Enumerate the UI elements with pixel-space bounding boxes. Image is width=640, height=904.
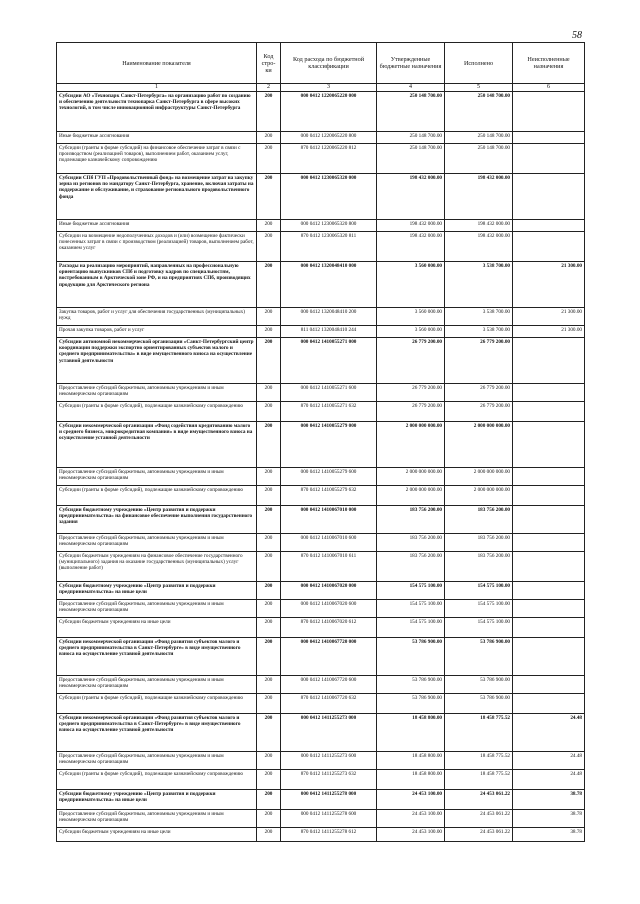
row-line-code: 200: [257, 422, 281, 468]
row-unexecuted: [513, 600, 585, 618]
row-budget-code: 000 0412 1230065320 800: [281, 220, 377, 232]
row-name: Предоставление субсидий бюджетным, автономным учреждениям и иным некоммерческим организациям: [57, 810, 257, 828]
row-approved: 183 756 200.00: [377, 506, 445, 534]
row-executed: 198 432 000.00: [445, 174, 513, 220]
row-approved: 26 779 200.00: [377, 384, 445, 402]
row-approved: 250 148 700.00: [377, 132, 445, 144]
row-name: Субсидии бюджетным учреждениям на иные цели: [57, 618, 257, 638]
row-name: Предоставление субсидий бюджетным, автономным учреждениям и иным некоммерческим организациям: [57, 468, 257, 486]
row-unexecuted: [513, 638, 585, 676]
row-approved: 250 148 700.00: [377, 144, 445, 174]
row-unexecuted: [513, 92, 585, 132]
row-line-code: 200: [257, 582, 281, 600]
row-line-code: 200: [257, 92, 281, 132]
row-unexecuted: [513, 402, 585, 422]
header-name: Наименование показателя: [57, 43, 257, 84]
row-line-code: 200: [257, 552, 281, 582]
row-line-code: 200: [257, 534, 281, 552]
row-name: Прочая закупка товаров, работ и услуг: [57, 326, 257, 338]
column-number-row: [57, 84, 585, 92]
row-name: Предоставление субсидий бюджетным, автономным учреждениям и иным некоммерческим организациям: [57, 676, 257, 694]
row-name: Субсидии некоммерческой организации «Фонд развития субъектов малого и среднего предпринимательства в Санкт-Петербурге» в виде имущественного взноса на осуществление уставной деятельности: [57, 714, 257, 752]
row-line-code: 200: [257, 326, 281, 338]
row-line-code: 200: [257, 676, 281, 694]
row-budget-code: 870 0412 1410067020 612: [281, 618, 377, 638]
row-name: Предоставление субсидий бюджетным, автономным учреждениям и иным некоммерческим организациям: [57, 600, 257, 618]
row-executed: 26 779 200.00: [445, 338, 513, 384]
row-line-code: 200: [257, 638, 281, 676]
header-executed: Исполнено: [445, 43, 513, 84]
row-approved: 18 458 800.00: [377, 752, 445, 770]
table-row: [57, 828, 585, 842]
col-number: 2: [257, 84, 281, 92]
row-executed: 3 538 700.00: [445, 326, 513, 338]
table-row: [57, 506, 585, 534]
row-line-code: 200: [257, 618, 281, 638]
row-name: Субсидии бюджетному учреждению «Центр развития и поддержки предпринимательства» на финансовое обеспечение выполнения государственного задания: [57, 506, 257, 534]
row-executed: 24 453 061.22: [445, 790, 513, 810]
row-budget-code: 000 0412 1410055271 600: [281, 384, 377, 402]
row-unexecuted: [513, 174, 585, 220]
row-line-code: 200: [257, 770, 281, 790]
row-unexecuted: 38.78: [513, 790, 585, 810]
table-row: [57, 676, 585, 694]
row-name: Закупка товаров, работ и услуг для обеспечения государственных (муниципальных) нужд: [57, 308, 257, 326]
row-budget-code: 000 0412 1411255278 600: [281, 810, 377, 828]
row-line-code: 200: [257, 506, 281, 534]
page-number: 58: [572, 30, 582, 41]
table-row: [57, 534, 585, 552]
table-row: [57, 770, 585, 790]
row-line-code: 200: [257, 600, 281, 618]
row-executed: 26 779 200.00: [445, 384, 513, 402]
row-unexecuted: 24.48: [513, 770, 585, 790]
row-unexecuted: [513, 384, 585, 402]
col-number: 6: [513, 84, 585, 92]
row-line-code: 200: [257, 132, 281, 144]
row-budget-code: 000 0412 1410067020 000: [281, 582, 377, 600]
row-budget-code: 000 0412 1410067010 000: [281, 506, 377, 534]
row-unexecuted: [513, 552, 585, 582]
row-executed: 53 786 900.00: [445, 694, 513, 714]
row-budget-code: 870 0412 1410055271 632: [281, 402, 377, 422]
row-unexecuted: 24.48: [513, 714, 585, 752]
row-executed: 26 779 200.00: [445, 402, 513, 422]
row-budget-code: 811 0412 1320048410 244: [281, 326, 377, 338]
row-line-code: 200: [257, 144, 281, 174]
row-name: Предоставление субсидий бюджетным, автономным учреждениям и иным некоммерческим организациям: [57, 752, 257, 770]
row-budget-code: 870 0412 1410067720 632: [281, 694, 377, 714]
row-budget-code: 870 0412 1411255273 632: [281, 770, 377, 790]
table-row: [57, 638, 585, 676]
row-name: Субсидии некоммерческой организации «Фонд содействия кредитованию малого и среднего бизнеса, микрокредитная компания» в виде имущественного взноса на осуществление уставной деятельности: [57, 422, 257, 468]
table-row: [57, 694, 585, 714]
row-line-code: 200: [257, 232, 281, 262]
table-row: [57, 220, 585, 232]
row-line-code: 200: [257, 384, 281, 402]
table-row: [57, 402, 585, 422]
row-unexecuted: 24.48: [513, 752, 585, 770]
row-budget-code: 870 0412 1410055279 632: [281, 486, 377, 506]
row-executed: 250 148 700.00: [445, 92, 513, 132]
row-name: Субсидии некоммерческой организации «Фонд развития субъектов малого и среднего предпринимательства в Санкт-Петербурге» в виде имущественного взноса на осуществление уставной деятельности: [57, 638, 257, 676]
row-unexecuted: 38.78: [513, 810, 585, 828]
row-approved: 183 756 200.00: [377, 534, 445, 552]
row-budget-code: 870 0412 1411255278 612: [281, 828, 377, 842]
row-approved: 154 575 100.00: [377, 582, 445, 600]
row-approved: 250 148 700.00: [377, 92, 445, 132]
row-budget-code: 000 0412 1320048410 000: [281, 262, 377, 308]
row-line-code: 200: [257, 694, 281, 714]
row-executed: 18 458 775.52: [445, 752, 513, 770]
row-approved: 198 432 000.00: [377, 232, 445, 262]
row-budget-code: 000 0412 1320048410 200: [281, 308, 377, 326]
row-name: Субсидии на возмещение недополученных доходов и (или) возмещение фактически понесенных затрат в связи с производством (реализацией) товаров, выполнением работ, оказанием услуг: [57, 232, 257, 262]
row-unexecuted: [513, 506, 585, 534]
row-executed: 3 538 700.00: [445, 308, 513, 326]
row-name: Субсидии (гранты в форме субсидий), подлежащие казначейскому сопровождению: [57, 402, 257, 422]
row-budget-code: 000 0412 1410055271 000: [281, 338, 377, 384]
row-line-code: 200: [257, 486, 281, 506]
row-budget-code: 000 0412 1220065220 000: [281, 92, 377, 132]
table-row: [57, 232, 585, 262]
row-executed: 24 453 061.22: [445, 828, 513, 842]
table-row: [57, 92, 585, 132]
row-approved: 2 000 000 000.00: [377, 422, 445, 468]
row-executed: 183 756 200.00: [445, 506, 513, 534]
row-line-code: 200: [257, 810, 281, 828]
row-name: Субсидии (гранты в форме субсидий), подлежащие казначейскому сопровождению: [57, 486, 257, 506]
row-name: Субсидии СПб ГУП «Продовольственный фонд» на возмещение затрат на закупку зерна из регионов по мандатору Санкт-Петербурга, хранение, включая затраты на поддержание и обслуживание, и страхование регионального продовольственного фонда: [57, 174, 257, 220]
row-executed: 154 575 100.00: [445, 600, 513, 618]
row-budget-code: 870 0412 1230065320 811: [281, 232, 377, 262]
row-name: Субсидии АО «Технопарк Санкт-Петербурга» на организацию работ по созданию и обеспечению деятельности технопарка Санкт-Петербурга в сфере высоких технологий, в том числе инновационной инфраструктуры Санкт-Петербурга: [57, 92, 257, 132]
row-name: Субсидии бюджетным учреждениям на иные цели: [57, 828, 257, 842]
table-row: [57, 600, 585, 618]
row-approved: 3 560 000.00: [377, 308, 445, 326]
row-name: Субсидии (гранты в форме субсидий), подлежащие казначейскому сопровождению: [57, 770, 257, 790]
row-executed: 183 756 200.00: [445, 534, 513, 552]
row-unexecuted: [513, 132, 585, 144]
row-approved: 18 458 800.00: [377, 714, 445, 752]
row-unexecuted: [513, 232, 585, 262]
budget-table: [56, 42, 585, 842]
row-approved: 154 575 100.00: [377, 618, 445, 638]
header-unexecuted: Неисполненные назначения: [513, 43, 585, 84]
row-budget-code: 000 0412 1411255273 600: [281, 752, 377, 770]
table-row: [57, 132, 585, 144]
row-name: Иные бюджетные ассигнования: [57, 220, 257, 232]
row-line-code: 200: [257, 174, 281, 220]
table-row: [57, 468, 585, 486]
row-executed: 183 756 200.00: [445, 552, 513, 582]
table-row: [57, 714, 585, 752]
row-unexecuted: [513, 694, 585, 714]
row-approved: 24 453 100.00: [377, 810, 445, 828]
table-row: [57, 810, 585, 828]
row-unexecuted: [513, 534, 585, 552]
row-budget-code: 000 0412 1220065220 800: [281, 132, 377, 144]
row-name: Субсидии бюджетным учреждениям на финансовое обеспечение государственного (муниципального) задания на оказание государственных (муниципальных) услуг (выполнение работ): [57, 552, 257, 582]
row-executed: 2 000 000 000.00: [445, 422, 513, 468]
row-unexecuted: [513, 422, 585, 468]
row-unexecuted: [513, 486, 585, 506]
row-budget-code: 000 0412 1410067720 000: [281, 638, 377, 676]
row-line-code: 200: [257, 402, 281, 422]
row-unexecuted: [513, 220, 585, 232]
table-row: [57, 308, 585, 326]
row-name: Субсидии (гранты в форме субсидий), подлежащие казначейскому сопровождению: [57, 694, 257, 714]
row-line-code: 200: [257, 338, 281, 384]
row-executed: 198 432 000.00: [445, 220, 513, 232]
row-name: Субсидии (гранты в форме субсидий) на финансовое обеспечение затрат в связи с производством (реализацией товаров), выполнением работ, оказанием услуг, подлежащие казначейскому сопровождению: [57, 144, 257, 174]
row-executed: 2 000 000 000.00: [445, 468, 513, 486]
table-row: [57, 552, 585, 582]
row-approved: 154 575 100.00: [377, 600, 445, 618]
row-executed: 24 453 061.22: [445, 810, 513, 828]
row-unexecuted: [513, 618, 585, 638]
row-unexecuted: 21 300.00: [513, 326, 585, 338]
col-number: 1: [57, 84, 257, 92]
row-line-code: 200: [257, 220, 281, 232]
row-executed: 2 000 000 000.00: [445, 486, 513, 506]
row-executed: 250 148 700.00: [445, 144, 513, 174]
row-line-code: 200: [257, 714, 281, 752]
row-approved: 26 779 200.00: [377, 402, 445, 422]
row-budget-code: 000 0412 1410067010 600: [281, 534, 377, 552]
row-approved: 26 779 200.00: [377, 338, 445, 384]
row-executed: 18 458 775.52: [445, 770, 513, 790]
row-name: Субсидии бюджетному учреждению «Центр развития и поддержки предпринимательства» на иные цели: [57, 790, 257, 810]
table-row: [57, 790, 585, 810]
row-name: Расходы на реализацию мероприятий, направленных на профессиональную ориентацию выпускников СПб и подготовку кадров по специальностям, востребованным в Арктической зоне РФ, и на предприятиях СПб, производящих продукцию для Арктического региона: [57, 262, 257, 308]
row-unexecuted: [513, 468, 585, 486]
row-approved: 3 560 000.00: [377, 262, 445, 308]
row-approved: 24 453 100.00: [377, 790, 445, 810]
table-row: [57, 486, 585, 506]
table-row: [57, 752, 585, 770]
row-budget-code: 000 0412 1410067020 600: [281, 600, 377, 618]
table-row: [57, 582, 585, 600]
table-row: [57, 422, 585, 468]
row-approved: 183 756 200.00: [377, 552, 445, 582]
table-row: [57, 174, 585, 220]
table-row: [57, 384, 585, 402]
row-executed: 3 538 700.00: [445, 262, 513, 308]
row-line-code: 200: [257, 262, 281, 308]
header-code: Код расхода по бюджетной классификации: [281, 43, 377, 84]
table-row: [57, 338, 585, 384]
row-approved: 24 453 100.00: [377, 828, 445, 842]
row-line-code: 200: [257, 308, 281, 326]
table-row: [57, 326, 585, 338]
row-unexecuted: [513, 338, 585, 384]
row-executed: 53 786 900.00: [445, 638, 513, 676]
row-unexecuted: [513, 144, 585, 174]
row-line-code: 200: [257, 752, 281, 770]
row-budget-code: 000 0412 1230065320 000: [281, 174, 377, 220]
table-row: [57, 262, 585, 308]
row-approved: 18 458 800.00: [377, 770, 445, 790]
row-budget-code: 000 0412 1411255278 000: [281, 790, 377, 810]
col-number: 5: [445, 84, 513, 92]
header-line: Код стро-ки: [257, 43, 281, 84]
row-approved: 2 000 000 000.00: [377, 468, 445, 486]
row-name: Иные бюджетные ассигнования: [57, 132, 257, 144]
row-budget-code: 870 0412 1220065220 812: [281, 144, 377, 174]
row-name: Субсидии автономной некоммерческой организации «Санкт-Петербургский центр координации поддержки экспортно ориентированных субъектов малого и среднего предпринимательства» в виде имущественного взноса на осуществление уставной деятельности: [57, 338, 257, 384]
row-unexecuted: 38.78: [513, 828, 585, 842]
header-row: [57, 43, 585, 84]
row-approved: 53 786 900.00: [377, 694, 445, 714]
row-name: Предоставление субсидий бюджетным, автономным учреждениям и иным некоммерческим организациям: [57, 534, 257, 552]
row-name: Предоставление субсидий бюджетным, автономным учреждениям и иным некоммерческим организациям: [57, 384, 257, 402]
row-approved: 53 786 900.00: [377, 676, 445, 694]
row-approved: 3 560 000.00: [377, 326, 445, 338]
col-number: 4: [377, 84, 445, 92]
row-budget-code: 000 0412 1411255273 000: [281, 714, 377, 752]
row-name: Субсидии бюджетному учреждению «Центр развития и поддержки предпринимательства» на иные цели: [57, 582, 257, 600]
row-executed: 198 432 000.00: [445, 232, 513, 262]
row-executed: 154 575 100.00: [445, 618, 513, 638]
row-executed: 154 575 100.00: [445, 582, 513, 600]
row-approved: 198 432 000.00: [377, 174, 445, 220]
row-budget-code: 000 0412 1410055279 600: [281, 468, 377, 486]
row-budget-code: 000 0412 1410067720 600: [281, 676, 377, 694]
row-executed: 53 786 900.00: [445, 676, 513, 694]
row-line-code: 200: [257, 828, 281, 842]
row-unexecuted: [513, 676, 585, 694]
row-approved: 53 786 900.00: [377, 638, 445, 676]
row-budget-code: 870 0412 1410067010 611: [281, 552, 377, 582]
row-unexecuted: [513, 582, 585, 600]
row-executed: 250 148 700.00: [445, 132, 513, 144]
row-unexecuted: 21 300.00: [513, 262, 585, 308]
row-executed: 18 458 775.52: [445, 714, 513, 752]
row-line-code: 200: [257, 468, 281, 486]
header-approved: Утвержденные бюджетные назначения: [377, 43, 445, 84]
table-row: [57, 618, 585, 638]
row-budget-code: 000 0412 1410055279 000: [281, 422, 377, 468]
col-number: 3: [281, 84, 377, 92]
row-approved: 2 000 000 000.00: [377, 486, 445, 506]
row-line-code: 200: [257, 790, 281, 810]
table-row: [57, 144, 585, 174]
row-approved: 198 432 000.00: [377, 220, 445, 232]
row-unexecuted: 21 300.00: [513, 308, 585, 326]
